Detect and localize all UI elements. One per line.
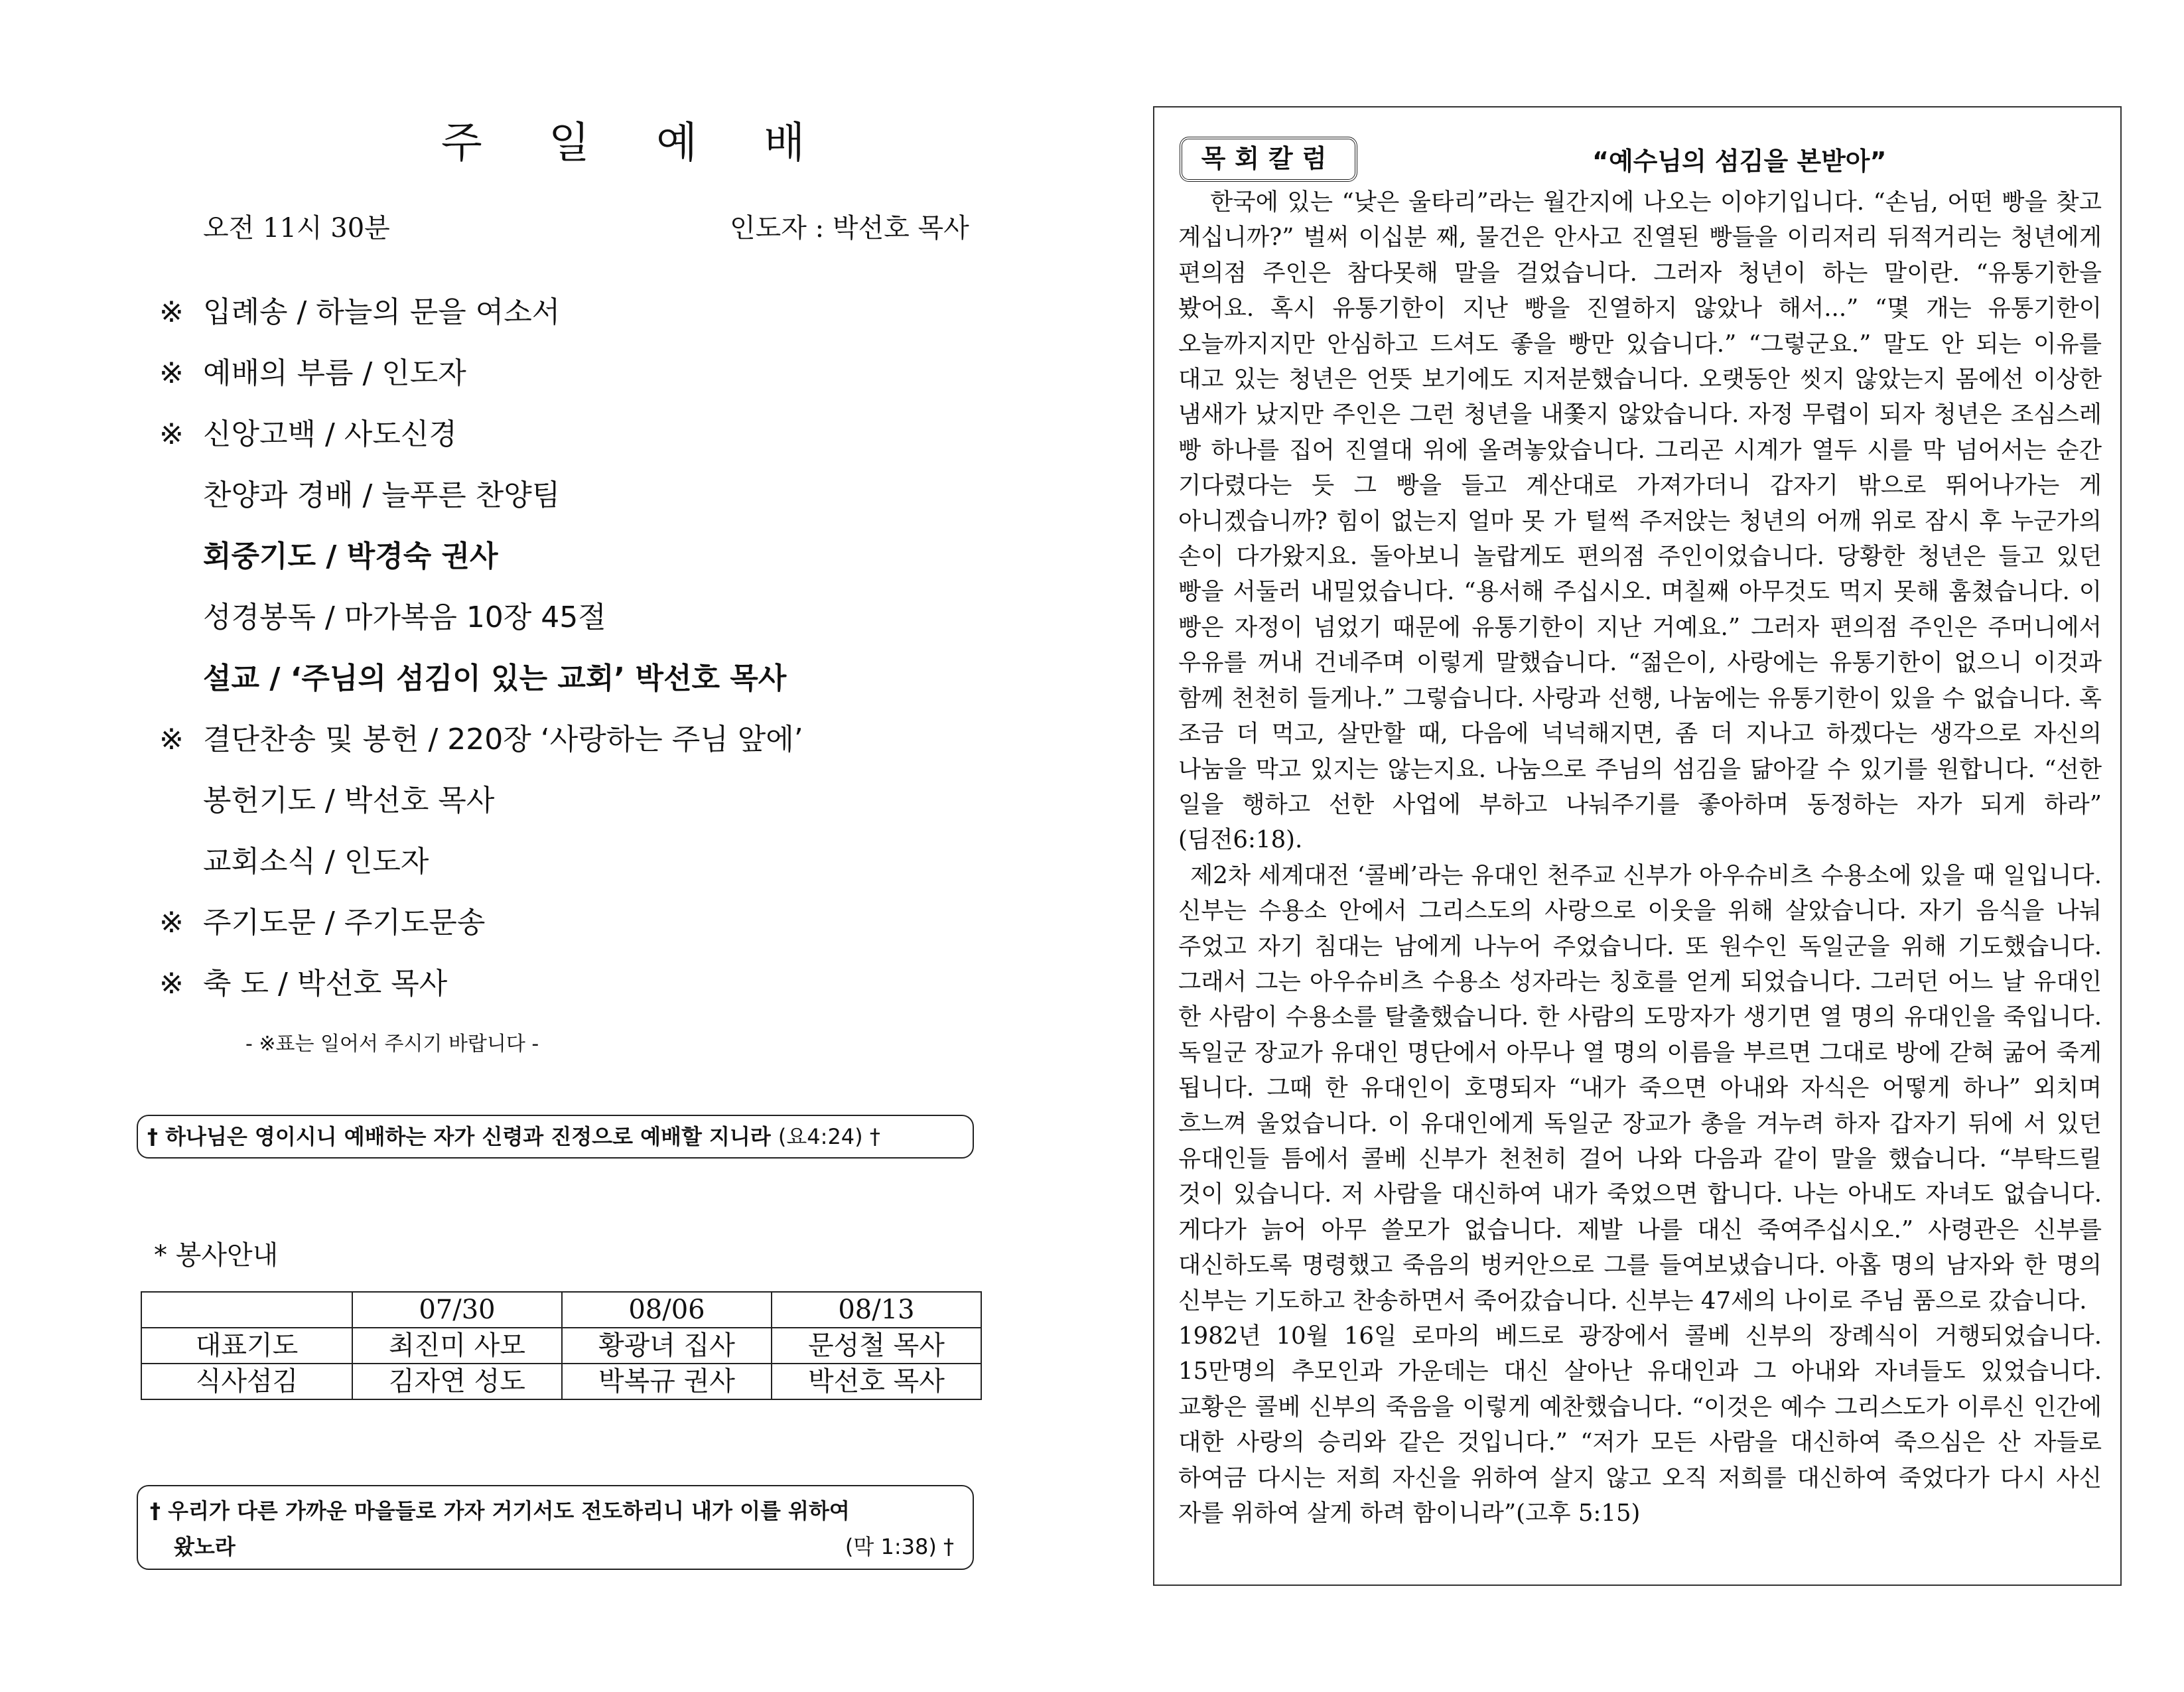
- verse-reference: (요4:24) †: [778, 1124, 880, 1149]
- table-cell: 08/13: [772, 1292, 981, 1328]
- order-item-text: 주기도문 / 주기도문송: [203, 906, 486, 940]
- table-cell: 박선호 목사: [772, 1364, 981, 1399]
- verse-box-mark: [137, 1485, 974, 1570]
- table-header-row: [141, 1292, 981, 1328]
- verse-line-two: [150, 1529, 963, 1565]
- table-cell: 대표기도: [141, 1328, 352, 1364]
- column-paragraph: 1982년 10월 16일 로마의 베드로 광장에서 콜베 신부의 장례식이 거행되었습니다. 15만명의 추모인과 가운데는 대신 살아난 유대인과 그 아내와 자녀들도 있었습니다. 교황은 콜베 신부의 죽음을 이렇게 예찬했습니다. “이것은 예수 그리스도가 이루신 인간에 대한 사랑의 승리와 같은 것입니다.” “저가 모든 사람을 대신하여 죽으심은 산 자들로 하여금 다시는 저희 자신을 위하여 살지 않고 오직 저희를 대신하여 죽었다가 다시 사신 자를 위하여 살게 하려 함이니라”(고후 5:15): [1178, 1322, 2102, 1527]
- order-item: [159, 898, 485, 941]
- standing-mark: ※: [159, 356, 184, 390]
- order-item: [159, 837, 429, 880]
- table-cell: 07/30: [352, 1292, 562, 1328]
- column-paragraph: 한국에 있는 “낮은 울타리”라는 월간지에 나오는 이야기입니다. “손님, 어떤 빵을 찾고 계십니까?” 벌써 이십분 째, 물건은 안사고 진열된 빵들을 이리저리 뒤적거리는 청년에게 편의점 주인은 참다못해 말을 걸었습니다. 그러자 청년이 하는 말이란. “유통기한을 봤어요. 혹시 유통기한이 지난 빵을 진열하지 않았나 해서...” “몇 개는 유통기한이 오늘까지지만 안심하고 드셔도 좋을 빵만 있습니다.” “그렇군요.” 말도 안 되는 이유를 대고 있는 청년은 언뜻 보기에도 지저분했습니다. 오랫동안 씻지 않았는지 몸에선 이상한 냄새가 났지만 주인은 그런 청년을 내쫓지 않았습니다. 자정 무렵이 되자 청년은 조심스레 빵 하나를 집어 진열대 위에 올려놓았습니다. 그리곤 시계가 열두 시를 막 넘어서는 순간 기다렸다는 듯 그 빵을 들고 계산대로 가져가더니 갑자기 밖으로 뛰어나가는 게 아니겠습니까? 힘이 없는지 얼마 못 가 털썩 주저앉는 청년의 어깨 위로 잠시 후 누군가의 손이 다가왔지요. 돌아보니 놀랍게도 편의점 주인이었습니다. 당황한 청년은 들고 있던 빵을 서둘러 내밀었습니다. “용서해 주십시오. 며칠째 아무것도 먹지 못해 훔쳤습니다. 이 빵은 자정이 넘었기 때문에 유통기한이 지난 거예요.” 그러자 편의점 주인은 주머니에서 우유를 꺼내 건네주며 이렇게 말했습니다. “젊은이, 사랑에는 유통기한이 없으니 이것과 함께 천천히 들게나.” 그렇습니다. 사랑과 선행, 나눔에는 유통기한이 있을 수 없습니다. 혹 조금 더 먹고, 살만할 때, 다음에 넉넉해지면, 좀 더 지나고 하겠다는 생각으로 자신의 나눔을 막고 있지는 않는지요. 나눔으로 주님의 섬김을 닮아갈 수 있기를 원합니다. “선한 일을 행하고 선한 사업에 부하고 나눠주기를 좋아하며 동정하는 자가 되게 하라” (딤전6:18).: [1178, 188, 2102, 854]
- order-item: [159, 288, 560, 330]
- order-item: [159, 349, 466, 391]
- order-item-text: 회중기도 / 박경숙 권사: [203, 539, 498, 573]
- order-item: [159, 410, 457, 453]
- order-item-text: 결단찬송 및 봉헌 / 220장 ‘사랑하는 주님 앞에’: [203, 723, 803, 756]
- order-item-text: 입례송 / 하늘의 문을 여소서: [203, 295, 561, 329]
- verse-text: † 하나님은 영이시니 예배하는 자가 신령과 진정으로 예배할 지니라: [147, 1124, 771, 1149]
- order-item: [159, 715, 803, 758]
- order-item-text: 축 도 / 박선호 목사: [203, 967, 448, 1001]
- service-time: 오전 11시 30분: [203, 213, 390, 244]
- column-body: [1178, 184, 2102, 1531]
- verse-text: 왔노라: [174, 1534, 236, 1559]
- order-item: [159, 471, 560, 514]
- table-cell: 황광녀 집사: [562, 1328, 772, 1364]
- table-row: [141, 1328, 981, 1364]
- standing-mark: ※: [159, 906, 184, 940]
- order-item-text: 설교 / ‘주님의 섬김이 있는 교회’ 박선호 목사: [203, 662, 787, 695]
- service-leader: 인도자 : 박선호 목사: [730, 213, 969, 244]
- table-cell: 문성철 목사: [772, 1328, 981, 1364]
- order-item: [159, 776, 494, 819]
- table-cell: 박복규 권사: [562, 1364, 772, 1399]
- column-paragraph: 제2차 세계대전 ‘콜베’라는 유대인 천주교 신부가 아우슈비츠 수용소에 있을 때 일입니다. 신부는 수용소 안에서 그리스도의 사랑으로 이웃을 위해 살았습니다. 자기 음식을 나눠 주었고 자기 침대는 남에게 나누어 주었습니다. 또 원수인 독일군을 위해 기도했습니다. 그래서 그는 아우슈비츠 수용소 성자라는 칭호를 얻게 되었습니다. 그러던 어느 날 유대인 한 사람이 수용소를 탈출했습니다. 한 사람의 도망자가 생기면 열 명의 유대인을 죽입니다. 독일군 장교가 유대인 명단에서 아무나 열 명의 이름을 부르면 그대로 방에 갇혀 굶어 죽게 됩니다. 그때 한 유대인이 호명되자 “내가 죽으면 아내와 자식은 어떻게 하나” 외치며 흐느껴 울었습니다. 이 유대인에게 독일군 장교가 총을 겨누려 하자 갑자기 뒤에 서 있던 유대인들 틈에서 콜베 신부가 천천히 걸어 나와 다음과 같이 말을 했습니다. “부탁드릴 것이 있습니다. 저 사람을 대신하여 내가 죽었으면 합니다. 나는 아내도 자녀도 없습니다. 게다가 늙어 아무 쓸모가 없습니다. 제발 나를 대신 죽여주십시오.” 사령관은 신부를 대신하도록 명령했고 죽음의 벙커안으로 그를 들여보냈습니다. 아홉 명의 남자와 한 명의 신부는 기도하고 찬송하면서 죽어갔습니다. 신부는 47세의 나이로 주님 품으로 갔습니다.: [1178, 861, 2102, 1314]
- column-title: “예수님의 섬김을 본받아”: [1592, 147, 1887, 176]
- order-item: [159, 654, 786, 697]
- verse-box-john: [137, 1115, 974, 1159]
- order-item-text: 예배의 부름 / 인도자: [203, 356, 466, 390]
- table-cell: 08/06: [562, 1292, 772, 1328]
- order-item-text: 찬양과 경배 / 늘푸른 찬양팀: [203, 478, 561, 512]
- order-item-text: 교회소식 / 인도자: [203, 845, 429, 879]
- table-cell: 김자연 성도: [352, 1364, 562, 1399]
- order-item-text: 신앙고백 / 사도신경: [203, 417, 457, 451]
- service-table: [141, 1291, 982, 1400]
- order-item: [159, 593, 606, 636]
- verse-text: † 우리가 다른 가까운 마을들로 가자 거기서도 전도하리니 내가 이를 위하여: [150, 1498, 850, 1523]
- table-row: [141, 1364, 981, 1399]
- table-cell: 식사섬김: [141, 1364, 352, 1399]
- standing-mark: ※: [159, 967, 184, 1001]
- order-item-text: 봉헌기도 / 박선호 목사: [203, 784, 495, 817]
- standing-mark: ※: [159, 723, 184, 756]
- order-item-text: 성경봉독 / 마가복음 10장 45절: [203, 600, 606, 634]
- standing-mark: ※: [159, 417, 184, 451]
- page-title: 주 일 예 배: [441, 119, 832, 168]
- column-label: 목회칼럼: [1180, 137, 1357, 182]
- service-guide-title: * 봉사안내: [154, 1240, 279, 1271]
- order-item: [159, 959, 447, 1002]
- table-cell: [141, 1292, 352, 1328]
- order-item: [159, 532, 498, 575]
- standing-mark: ※: [159, 295, 184, 329]
- standing-note: - ※표는 일어서 주시기 바랍니다 -: [245, 1032, 539, 1056]
- verse-reference: (막 1:38) †: [845, 1534, 954, 1559]
- table-cell: 최진미 사모: [352, 1328, 562, 1364]
